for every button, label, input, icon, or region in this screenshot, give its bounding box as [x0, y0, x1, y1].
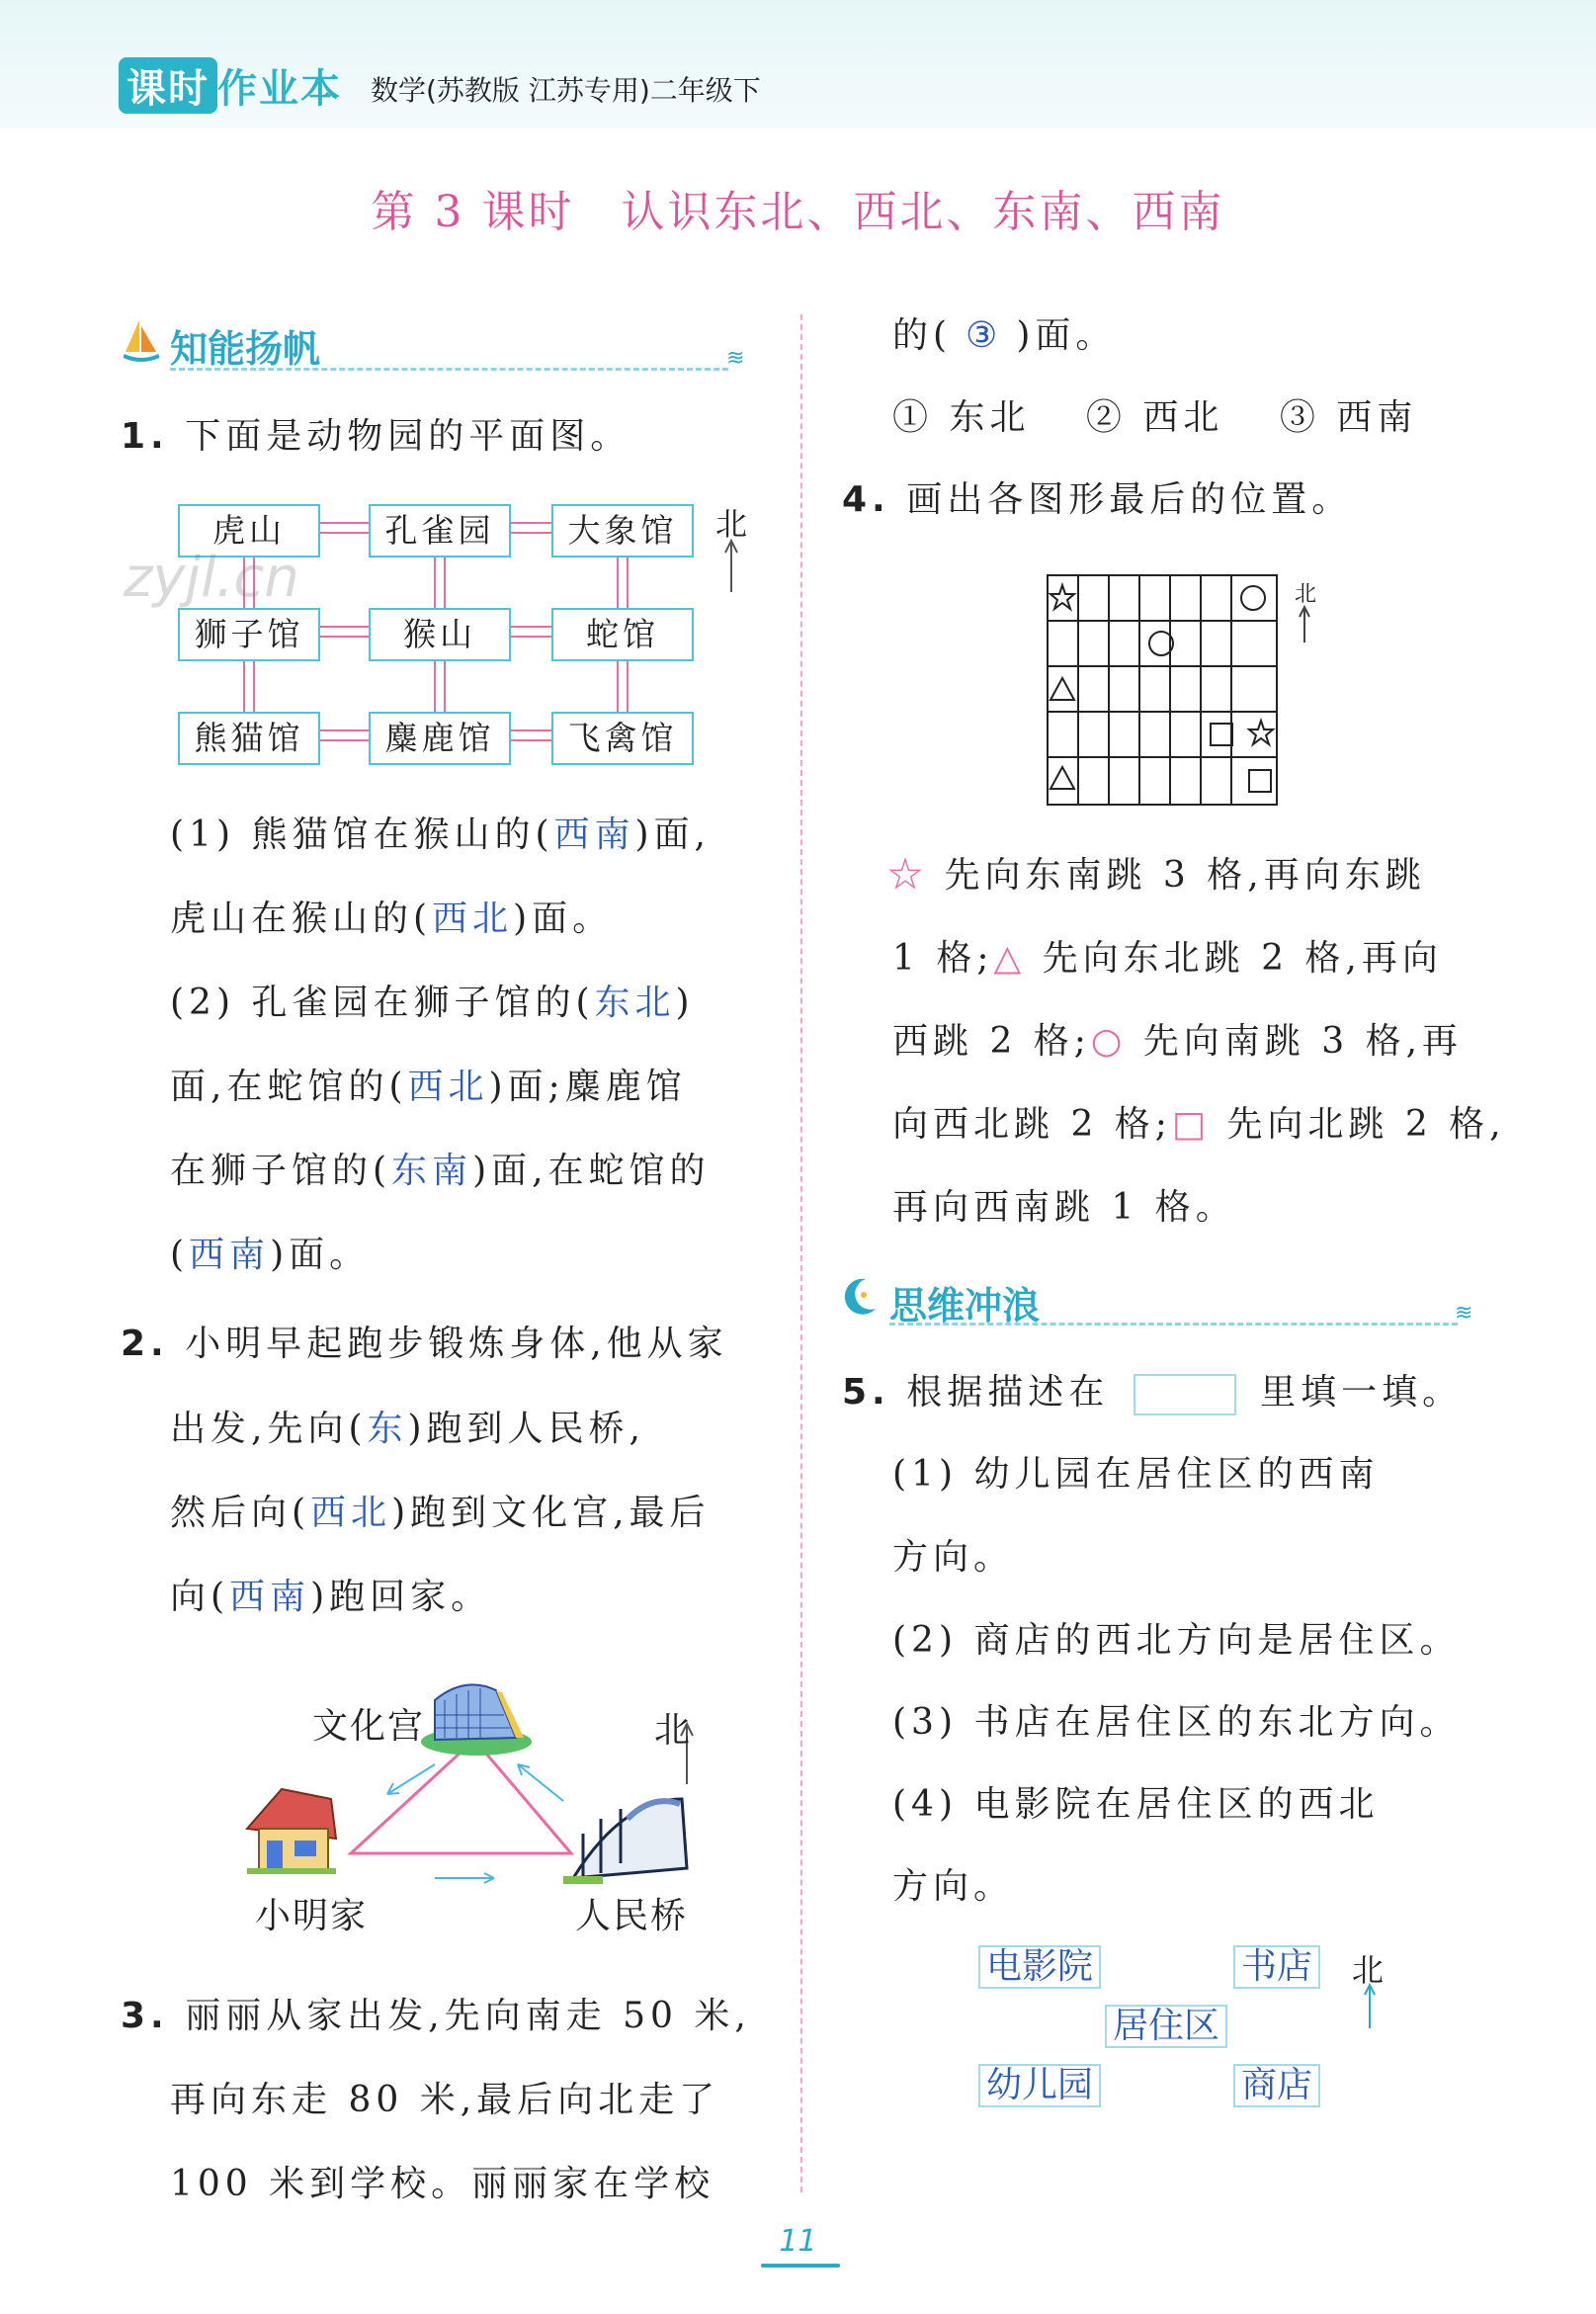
q5-line5: (3) 书店在居住区的东北方向。 [892, 1702, 1461, 1743]
book-subtitle: 数学(苏教版 江苏专用)二年级下 [371, 74, 761, 107]
q3-option-2: ② 西北 [1085, 397, 1224, 438]
zoo-cell-bird-house: 飞禽馆 [551, 712, 694, 765]
north-arrow-icon [1362, 1983, 1378, 2034]
zoo-cell-monkey-mountain: 猴山 [369, 608, 511, 661]
north-arrow-icon [1297, 605, 1312, 648]
moon-icon [840, 1275, 880, 1323]
q1-number: 1. [121, 416, 169, 457]
q1-answer-3: 东北 [594, 983, 676, 1023]
map-path [511, 729, 551, 741]
section-title-zhineng: 知能扬帆 [170, 327, 321, 371]
q1-answer-6: 西南 [189, 1235, 271, 1275]
map-path [320, 522, 369, 534]
q3-option-3: ③ 西南 [1279, 397, 1418, 438]
q3-line2: 再向东走 80 米,最后向北走了 [170, 2080, 720, 2120]
page-number: 11 [779, 2224, 817, 2259]
map-path [320, 729, 369, 741]
q3-options [892, 397, 1418, 438]
q2-answer-2: 西北 [310, 1493, 392, 1533]
q5-line4: (2) 商店的西北方向是居住区。 [892, 1620, 1461, 1661]
triangle-symbol-icon: △ [993, 938, 1027, 979]
q4-desc-line4: 向西北跳 2 格;□ 先向北跳 2 格, [892, 1104, 1506, 1145]
map-path [617, 661, 629, 712]
map-path [320, 626, 369, 638]
sail-icon [124, 318, 159, 368]
q1-answer-4: 西北 [407, 1067, 489, 1107]
column-divider [800, 314, 802, 2192]
zoo-cell-lion-house: 狮子馆 [178, 608, 320, 661]
lesson-title: 第 3 课时 认识东北、西北、东南、西南 [371, 187, 1225, 237]
q2-label-palace: 文化宫 [312, 1706, 426, 1747]
place-residential: 居住区 [1105, 2005, 1227, 2048]
map-path [617, 557, 629, 608]
zoo-cell-elephant-house: 大象馆 [551, 504, 694, 557]
q3-line1: 3. 丽丽从家出发,先向南走 50 米, [121, 1996, 751, 2036]
q2-label-home: 小明家 [255, 1896, 369, 1936]
q2-answer-1: 东 [367, 1409, 408, 1449]
q1-part2-line4: (西南)面。 [170, 1235, 371, 1275]
q5-line3: 方向。 [892, 1537, 1015, 1578]
bridge-icon [563, 1799, 687, 1884]
q4-north-label: 北 [1295, 582, 1317, 607]
q4-desc-line1: ☆ 先向东南跳 3 格,再向东跳 [887, 855, 1426, 896]
q2-line4: 向(西南)跑回家。 [170, 1577, 492, 1617]
wave-icon: ≋ [726, 346, 745, 371]
route-triangle [351, 1740, 571, 1853]
q4-line: 4. 画出各图形最后的位置。 [842, 479, 1353, 520]
map-path [511, 626, 551, 638]
q2-line3: 然后向(西北)跑到文化宫,最后 [170, 1493, 711, 1533]
q4-desc-line2: 1 格;△ 先向东北跳 2 格,再向 [892, 938, 1443, 979]
arrow-to-home [387, 1764, 435, 1794]
q1-answer-5: 东南 [391, 1151, 473, 1191]
q2-line1: 2. 小明早起跑步锻炼身体,他从家 [121, 1324, 728, 1364]
wave-icon: ≋ [1455, 1301, 1473, 1326]
star-end-icon [1249, 721, 1273, 744]
zoo-cell-snake-house: 蛇馆 [551, 608, 694, 661]
q4-grid [1046, 573, 1279, 811]
star-start-icon [1050, 585, 1074, 609]
q5-line2: (1) 幼儿园在居住区的西南 [892, 1454, 1380, 1495]
square-symbol-icon: □ [1171, 1104, 1211, 1145]
q1-part2-line2: 面,在蛇馆的(西北)面;麋鹿馆 [170, 1067, 687, 1107]
place-cinema: 电影院 [978, 1945, 1101, 1989]
place-bookstore: 书店 [1233, 1945, 1320, 1989]
triangle-end-icon [1050, 678, 1074, 700]
section-title-siwei: 思维冲浪 [889, 1284, 1041, 1328]
q2-label-north: 北 [654, 1710, 691, 1751]
section-underline [889, 1323, 1458, 1326]
triangle-start-icon [1050, 767, 1074, 789]
q1-part1-line1: (1) 熊猫馆在猴山的(西南)面, [170, 814, 711, 855]
watermark: zyjl.cn [124, 546, 299, 610]
circle-symbol-icon: ○ [1090, 1021, 1128, 1062]
zoo-cell-peacock-garden: 孔雀园 [369, 504, 511, 557]
place-kindergarten: 幼儿园 [978, 2064, 1101, 2107]
q1-answer-1: 西南 [553, 814, 635, 855]
arrow-to-palace [518, 1764, 563, 1801]
q4-desc-line5: 再向西南跳 1 格。 [892, 1187, 1236, 1228]
q1-answer-2: 西北 [432, 899, 514, 939]
q5-north-label: 北 [1352, 1951, 1385, 1989]
zoo-cell-elk-house: 麋鹿馆 [369, 712, 511, 765]
q1-part2-line1: (2) 孔雀园在狮子馆的(东北) [170, 983, 695, 1023]
palace-building-icon [421, 1684, 532, 1756]
q3-line4: 的( ③ )面。 [892, 315, 1117, 356]
q4-desc-line3: 西跳 2 格;○ 先向南跳 3 格,再 [892, 1021, 1464, 1062]
q1-line [121, 416, 631, 457]
square-start-icon [1249, 770, 1271, 792]
q5-line1: 5. 根据描述在 里填一填。 [842, 1374, 1463, 1415]
map-path [434, 557, 446, 608]
place-shop: 商店 [1233, 2064, 1320, 2107]
q2-line2: 出发,先向(东)跑到人民桥, [170, 1409, 646, 1449]
star-symbol-icon: ☆ [887, 855, 929, 896]
brand-logo: 课时 作业本 [119, 57, 342, 114]
circle-start-icon [1241, 586, 1265, 610]
q2-answer-3: 西南 [229, 1577, 311, 1617]
north-arrow-icon [721, 539, 741, 598]
zoo-cell-tiger-mountain: 虎山 [178, 504, 320, 557]
home-house-icon [247, 1789, 336, 1874]
q3-line3: 100 米到学校。丽丽家在学校 [170, 2164, 715, 2204]
q2-number: 2. [121, 1324, 169, 1364]
page-number-underline [761, 2264, 840, 2268]
q2-label-bridge: 人民桥 [575, 1896, 689, 1936]
square-end-icon [1211, 724, 1232, 745]
q3-answer: ③ [966, 315, 1003, 356]
q1-north-label: 北 [715, 505, 748, 543]
q5-line6: (4) 电影院在居住区的西北 [892, 1784, 1380, 1825]
q3-number: 3. [121, 1996, 169, 2036]
map-path [434, 661, 446, 712]
blank-box [1134, 1374, 1236, 1415]
q4-number: 4. [842, 479, 890, 520]
section-underline [170, 368, 728, 371]
q1-part1-line2: 虎山在猴山的(西北)面。 [170, 899, 614, 939]
q1-part2-line3: 在狮子馆的(东南)面,在蛇馆的 [170, 1151, 711, 1191]
q5-number: 5. [842, 1372, 890, 1413]
q1-prompt: 下面是动物园的平面图。 [185, 416, 631, 457]
q3-option-1: ① 东北 [892, 397, 1031, 438]
q5-line7: 方向。 [892, 1866, 1015, 1907]
zoo-cell-panda-house: 熊猫馆 [178, 712, 320, 765]
map-path [511, 522, 551, 534]
map-path [243, 661, 255, 712]
